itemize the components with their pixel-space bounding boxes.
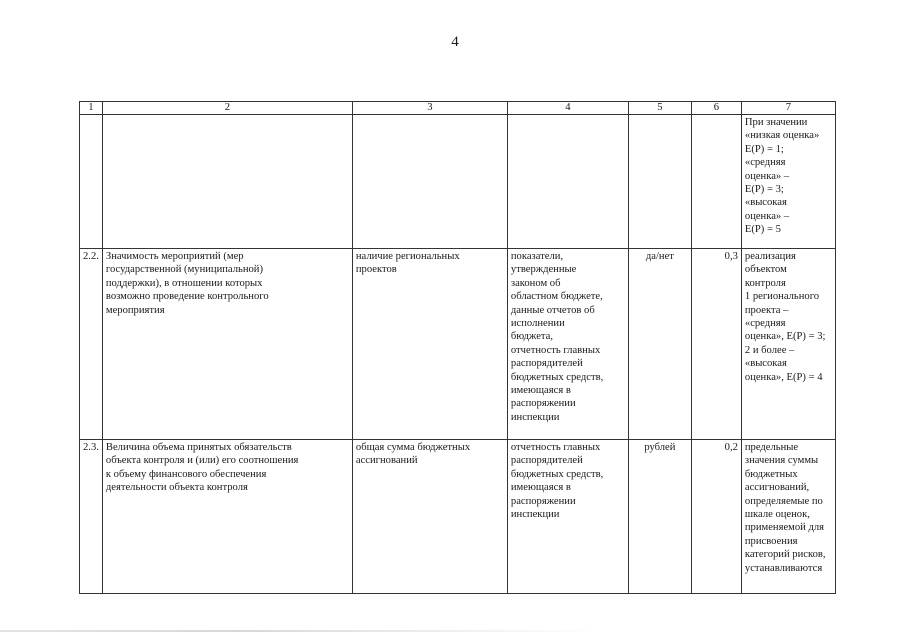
weight-cell <box>691 115 741 249</box>
criterion-cell: Величина объема принятых обязательств объекта контроля и (или) его соотношения к объему финансового обеспечения деятельности объекта контроля <box>102 440 352 594</box>
weight-cell: 0,3 <box>691 249 741 440</box>
criterion-cell <box>102 115 352 249</box>
criterion-cell: Значимость мероприятий (мер государственной (муниципальной) поддержки), в отношении которых возможно проведение контрольного мероприятия <box>102 249 352 440</box>
row-number: 2.2. <box>80 249 103 440</box>
unit-cell: да/нет <box>628 249 691 440</box>
column-header: 6 <box>691 102 741 115</box>
scale-cell: При значении «низкая оценка» E(P) = 1; «средняя оценка» – E(P) = 3; «высокая оценка» – E(P) = 5 <box>741 115 835 249</box>
scale-cell: предельные значения суммы бюджетных ассигнований, определяемые по шкале оценок, применяемой для присвоения категорий рисков, устанавливаются <box>741 440 835 594</box>
page-number: 4 <box>451 34 459 50</box>
row-number <box>80 115 103 249</box>
column-header: 4 <box>507 102 628 115</box>
scan-edge-artifact <box>0 630 600 632</box>
indicator-cell <box>352 115 507 249</box>
weight-cell: 0,2 <box>691 440 741 594</box>
unit-cell <box>628 115 691 249</box>
source-cell: отчетность главных распорядителей бюджетных средств, имеющаяся в распоряжении инспекции <box>507 440 628 594</box>
column-header: 2 <box>102 102 352 115</box>
table-row <box>80 115 836 249</box>
source-cell <box>507 115 628 249</box>
source-cell: показатели, утвержденные законом об областном бюджете, данные отчетов об исполнении бюджета, отчетность главных распорядителей бюджетных средств, имеющаяся в распоряжении инспекции <box>507 249 628 440</box>
unit-cell: рублей <box>628 440 691 594</box>
row-number: 2.3. <box>80 440 103 594</box>
column-header: 3 <box>352 102 507 115</box>
criteria-table <box>79 101 836 594</box>
indicator-cell: общая сумма бюджетных ассигнований <box>352 440 507 594</box>
table-row <box>80 249 836 440</box>
scale-cell: реализация объектом контроля 1 регионального проекта – «средняя оценка», E(P) = 3; 2 и более – «высокая оценка», E(P) = 4 <box>741 249 835 440</box>
column-header: 7 <box>741 102 835 115</box>
column-header: 5 <box>628 102 691 115</box>
column-number-row <box>80 102 836 115</box>
indicator-cell: наличие региональных проектов <box>352 249 507 440</box>
column-header: 1 <box>80 102 103 115</box>
table-row <box>80 440 836 594</box>
